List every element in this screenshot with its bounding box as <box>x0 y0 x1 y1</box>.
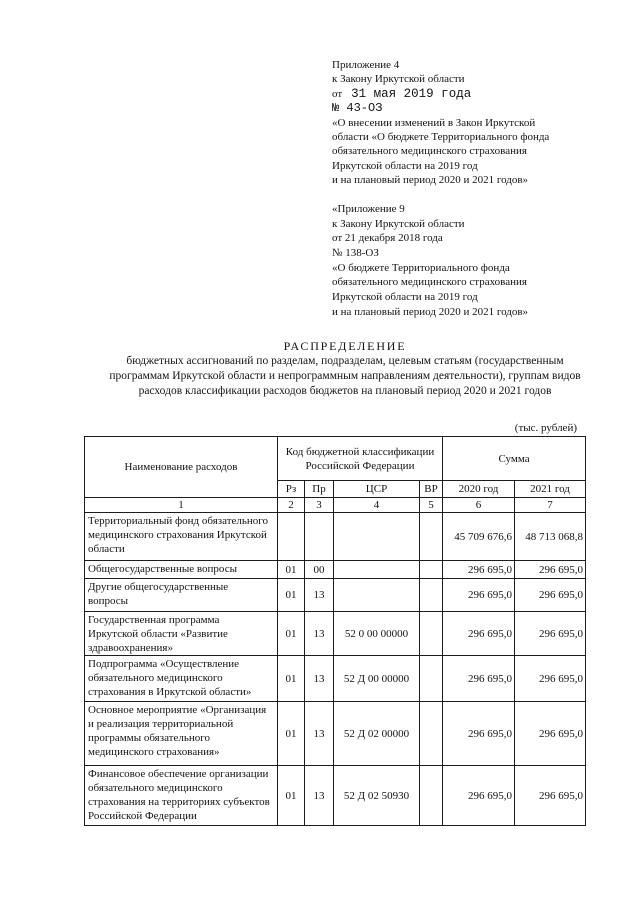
units-note: (тыс. рублей) <box>514 422 577 434</box>
expense-name-cell: Территориальный фонд обязательного медицинского страхования Иркутской области <box>85 513 278 561</box>
amount-2021-cell: 296 695,0 <box>515 656 586 702</box>
target-article-code-cell <box>334 513 420 561</box>
subsection-code-cell: 13 <box>305 656 334 702</box>
amended-appendix-subject-line: Иркутской области на 2019 год <box>332 291 478 304</box>
appendix-law-reference: к Закону Иркутской области <box>332 73 465 86</box>
amount-2020-cell: 296 695,0 <box>443 579 515 612</box>
document-heading <box>70 339 620 399</box>
appendix-date-prefix: от <box>332 87 343 100</box>
expense-name-cell: Другие общегосударственные вопросы <box>85 579 278 612</box>
amount-2020-cell: 296 695,0 <box>443 656 515 702</box>
amount-2020-cell: 296 695,0 <box>443 561 515 579</box>
document-subtitle-line: программам Иркутской области и непрограммным направлениям деятельности), группам видов <box>109 369 581 382</box>
subsection-code-cell: 00 <box>305 561 334 579</box>
expense-type-code-cell <box>420 579 443 612</box>
section-code-cell: 01 <box>278 612 305 656</box>
subsection-code-cell: 13 <box>305 579 334 612</box>
target-article-code-cell: 52 Д 02 50930 <box>334 766 420 826</box>
amount-2020-header: 2020 год <box>443 481 515 498</box>
column-number: 4 <box>334 498 420 513</box>
appendix-subject-line: и на плановый период 2020 и 2021 годов» <box>332 174 529 187</box>
appendix-title: Приложение 4 <box>332 59 400 71</box>
amended-appendix-title: «Приложение 9 <box>332 203 405 215</box>
expense-name-cell: Общегосударственные вопросы <box>85 561 278 579</box>
amended-appendix-subject-line: обязательного медицинского страхования <box>332 276 527 289</box>
amount-2021-cell: 296 695,0 <box>515 561 586 579</box>
table-header-row <box>85 437 586 481</box>
amended-appendix-block <box>332 202 528 320</box>
table-row <box>85 612 586 656</box>
amount-2020-cell: 296 695,0 <box>443 612 515 656</box>
appendix-date-line <box>332 87 549 101</box>
amended-appendix-subject-line: «О бюджете Территориального фонда <box>332 261 510 274</box>
budget-allocation-table <box>84 436 586 826</box>
subsection-code-cell: 13 <box>305 766 334 826</box>
amount-2021-cell: 296 695,0 <box>515 702 586 766</box>
amended-appendix-law-reference: к Закону Иркутской области <box>332 217 465 230</box>
target-article-code-cell: 52 Д 00 00000 <box>334 656 420 702</box>
target-article-code-cell: 52 Д 02 00000 <box>334 702 420 766</box>
amount-2021-cell: 48 713 068,8 <box>515 513 586 561</box>
expense-name-cell: Подпрограмма «Осуществление обязательного медицинского страхования в Иркутской области» <box>85 656 278 702</box>
section-code-cell: 01 <box>278 561 305 579</box>
appendix-header-block <box>332 58 549 188</box>
amount-2020-cell: 296 695,0 <box>443 702 515 766</box>
table-row <box>85 702 586 766</box>
subsection-code-cell <box>305 513 334 561</box>
expense-type-code-cell <box>420 561 443 579</box>
expense-name-header: Наименование расходов <box>85 437 278 498</box>
target-article-code-cell <box>334 561 420 579</box>
appendix-date: 31 мая 2019 года <box>351 86 472 101</box>
section-code-header: Рз <box>278 481 305 498</box>
section-code-cell: 01 <box>278 702 305 766</box>
section-code-cell: 01 <box>278 579 305 612</box>
document-subtitle-line: бюджетных ассигнований по разделам, подразделам, целевым статьям (государственным <box>126 354 564 367</box>
amount-2021-cell: 296 695,0 <box>515 612 586 656</box>
expense-type-code-cell <box>420 656 443 702</box>
section-code-cell: 01 <box>278 766 305 826</box>
expense-type-code-cell <box>420 702 443 766</box>
amount-header: Сумма <box>443 437 586 481</box>
document-title: РАСПРЕДЕЛЕНИЕ <box>283 338 407 353</box>
appendix-subject-line: обязательного медицинского страхования <box>332 145 527 158</box>
appendix-subject-line: области «О бюджете Территориального фонда <box>332 130 550 143</box>
document-subtitle-line: расходов классификации расходов бюджетов на плановый период 2020 и 2021 годов <box>138 384 552 397</box>
expense-name-cell: Основное мероприятие «Организация и реализация территориальной программы обязательного медицинского страхования» <box>85 702 278 766</box>
target-article-code-cell: 52 0 00 00000 <box>334 612 420 656</box>
table-row <box>85 766 586 826</box>
amount-2021-cell: 296 695,0 <box>515 766 586 826</box>
table-row <box>85 579 586 612</box>
table-row <box>85 513 586 561</box>
appendix-subject-line: «О внесении изменений в Закон Иркутской <box>332 116 536 129</box>
expense-type-code-cell <box>420 513 443 561</box>
subsection-code-header: Пр <box>305 481 334 498</box>
appendix-number: № 43-ОЗ <box>332 101 383 116</box>
subsection-code-cell: 13 <box>305 612 334 656</box>
column-number: 3 <box>305 498 334 513</box>
amended-appendix-number: № 138-ОЗ <box>332 247 379 260</box>
expense-type-code-header: ВР <box>420 481 443 498</box>
column-number-row <box>85 498 586 513</box>
budget-classification-code-header: Код бюджетной классификации Российской Федерации <box>278 437 443 481</box>
column-number: 2 <box>278 498 305 513</box>
expense-name-cell: Государственная программа Иркутской области «Развитие здравоохранения» <box>85 612 278 656</box>
section-code-cell <box>278 513 305 561</box>
expense-type-code-cell <box>420 766 443 826</box>
section-code-cell: 01 <box>278 656 305 702</box>
amended-appendix-subject-line: и на плановый период 2020 и 2021 годов» <box>332 305 529 318</box>
table-row <box>85 656 586 702</box>
expense-type-code-cell <box>420 612 443 656</box>
target-article-code-header: ЦСР <box>334 481 420 498</box>
table-row <box>85 561 586 579</box>
appendix-subject-line: Иркутской области на 2019 год <box>332 159 478 172</box>
subsection-code-cell: 13 <box>305 702 334 766</box>
column-number: 1 <box>85 498 278 513</box>
amount-2021-header: 2021 год <box>515 481 586 498</box>
amount-2021-cell: 296 695,0 <box>515 579 586 612</box>
amount-2020-cell: 45 709 676,6 <box>443 513 515 561</box>
target-article-code-cell <box>334 579 420 612</box>
column-number: 5 <box>420 498 443 513</box>
expense-name-cell: Финансовое обеспечение организации обязательного медицинского страхования на территориях субъектов Российской Федерации <box>85 766 278 826</box>
column-number: 7 <box>515 498 586 513</box>
amended-appendix-date: от 21 декабря 2018 года <box>332 232 443 245</box>
amount-2020-cell: 296 695,0 <box>443 766 515 826</box>
column-number: 6 <box>443 498 515 513</box>
